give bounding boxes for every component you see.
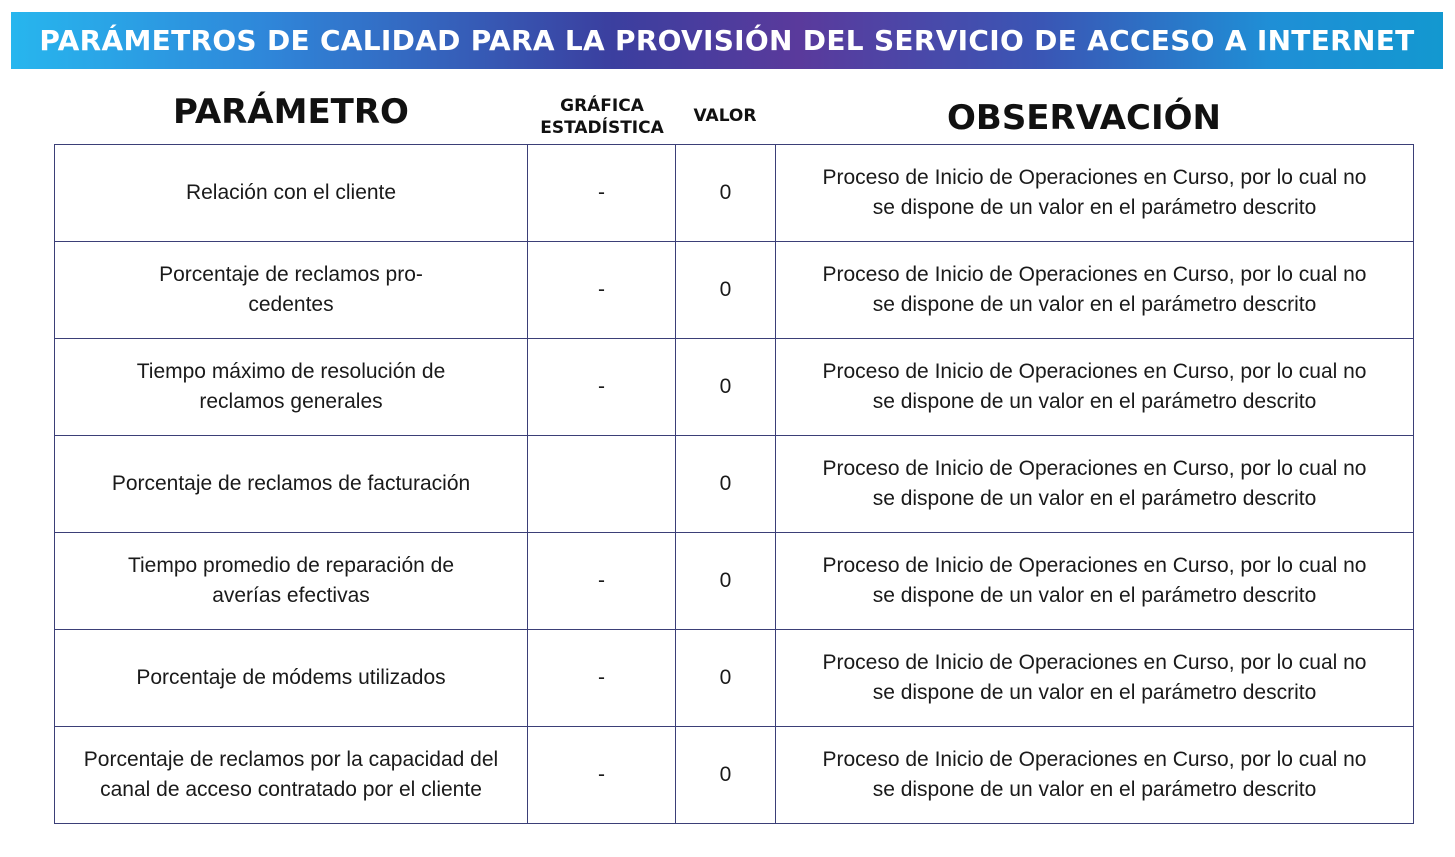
page-title: PARÁMETROS DE CALIDAD PARA LA PROVISIÓN DEL SERVICIO DE ACCESO A INTERNET bbox=[39, 24, 1415, 57]
valor-cell: 0 bbox=[676, 145, 776, 242]
observacion-line: se dispone de un valor en el parámetro descrito bbox=[872, 681, 1317, 704]
parametro-text: Tiempo máximo de resolución de bbox=[136, 360, 446, 383]
observacion-line: se dispone de un valor en el parámetro descrito bbox=[872, 293, 1317, 316]
observacion-line: se dispone de un valor en el parámetro descrito bbox=[872, 487, 1317, 510]
table-row bbox=[55, 436, 1414, 533]
parametro-text: Porcentaje de reclamos por la capacidad del bbox=[83, 748, 499, 771]
parametro-cell bbox=[55, 339, 528, 436]
grafica-cell: - bbox=[528, 727, 676, 824]
table-row bbox=[55, 533, 1414, 630]
grafica-cell bbox=[528, 436, 676, 533]
header-parametro: PARÁMETRO bbox=[173, 92, 409, 132]
header-observacion: OBSERVACIÓN bbox=[947, 98, 1221, 138]
parametro-cell bbox=[55, 727, 528, 824]
observacion-line: Proceso de Inicio de Operaciones en Curso, por lo cual no bbox=[822, 748, 1367, 771]
observacion-cell bbox=[776, 242, 1414, 339]
observacion-line: Proceso de Inicio de Operaciones en Curso, por lo cual no bbox=[822, 360, 1367, 383]
observacion-line: Proceso de Inicio de Operaciones en Curso, por lo cual no bbox=[822, 651, 1367, 674]
table-row bbox=[55, 145, 1414, 242]
parametro-cell bbox=[55, 533, 528, 630]
observacion-line: se dispone de un valor en el parámetro descrito bbox=[872, 390, 1317, 413]
observacion-cell bbox=[776, 436, 1414, 533]
parametro-text: cedentes bbox=[248, 293, 334, 316]
observacion-line: Proceso de Inicio de Operaciones en Curso, por lo cual no bbox=[822, 166, 1367, 189]
valor-cell: 0 bbox=[676, 630, 776, 727]
grafica-cell: - bbox=[528, 339, 676, 436]
parametro-text: Porcentaje de reclamos pro- bbox=[159, 263, 423, 286]
table-row bbox=[55, 242, 1414, 339]
parametro-cell bbox=[55, 145, 528, 242]
observacion-line: se dispone de un valor en el parámetro descrito bbox=[872, 778, 1317, 801]
parametro-text: Tiempo promedio de reparación de bbox=[127, 554, 455, 577]
observacion-cell bbox=[776, 727, 1414, 824]
table-row bbox=[55, 630, 1414, 727]
header-grafica-estadistica bbox=[528, 95, 676, 139]
header-grafica-line1: GRÁFICA bbox=[560, 96, 644, 116]
quality-parameters-table bbox=[54, 144, 1414, 824]
parametro-cell bbox=[55, 630, 528, 727]
grafica-cell: - bbox=[528, 145, 676, 242]
valor-cell: 0 bbox=[676, 727, 776, 824]
observacion-line: se dispone de un valor en el parámetro descrito bbox=[872, 584, 1317, 607]
parametro-cell bbox=[55, 242, 528, 339]
parametro-text: canal de acceso contratado por el cliente bbox=[100, 778, 482, 801]
title-banner bbox=[11, 12, 1443, 69]
observacion-line: se dispone de un valor en el parámetro descrito bbox=[872, 196, 1317, 219]
parametro-text: Relación con el cliente bbox=[185, 181, 397, 204]
valor-cell: 0 bbox=[676, 533, 776, 630]
observacion-line: Proceso de Inicio de Operaciones en Curso, por lo cual no bbox=[822, 457, 1367, 480]
valor-cell: 0 bbox=[676, 242, 776, 339]
observacion-cell bbox=[776, 145, 1414, 242]
grafica-cell: - bbox=[528, 630, 676, 727]
header-grafica-line2: ESTADÍSTICA bbox=[540, 118, 664, 138]
valor-cell: 0 bbox=[676, 436, 776, 533]
grafica-cell: - bbox=[528, 533, 676, 630]
grafica-cell: - bbox=[528, 242, 676, 339]
parametro-text: reclamos generales bbox=[199, 390, 383, 413]
parametro-text: Porcentaje de módems utilizados bbox=[136, 666, 446, 689]
parametro-text: Porcentaje de reclamos de facturación bbox=[111, 472, 471, 495]
observacion-line: Proceso de Inicio de Operaciones en Curso, por lo cual no bbox=[822, 554, 1367, 577]
table-row bbox=[55, 339, 1414, 436]
observacion-line: Proceso de Inicio de Operaciones en Curso, por lo cual no bbox=[822, 263, 1367, 286]
observacion-cell bbox=[776, 533, 1414, 630]
observacion-cell bbox=[776, 630, 1414, 727]
parametro-text: averías efectivas bbox=[212, 584, 370, 607]
valor-cell: 0 bbox=[676, 339, 776, 436]
table-row bbox=[55, 727, 1414, 824]
header-valor: VALOR bbox=[693, 106, 757, 126]
parametro-cell bbox=[55, 436, 528, 533]
observacion-cell bbox=[776, 339, 1414, 436]
